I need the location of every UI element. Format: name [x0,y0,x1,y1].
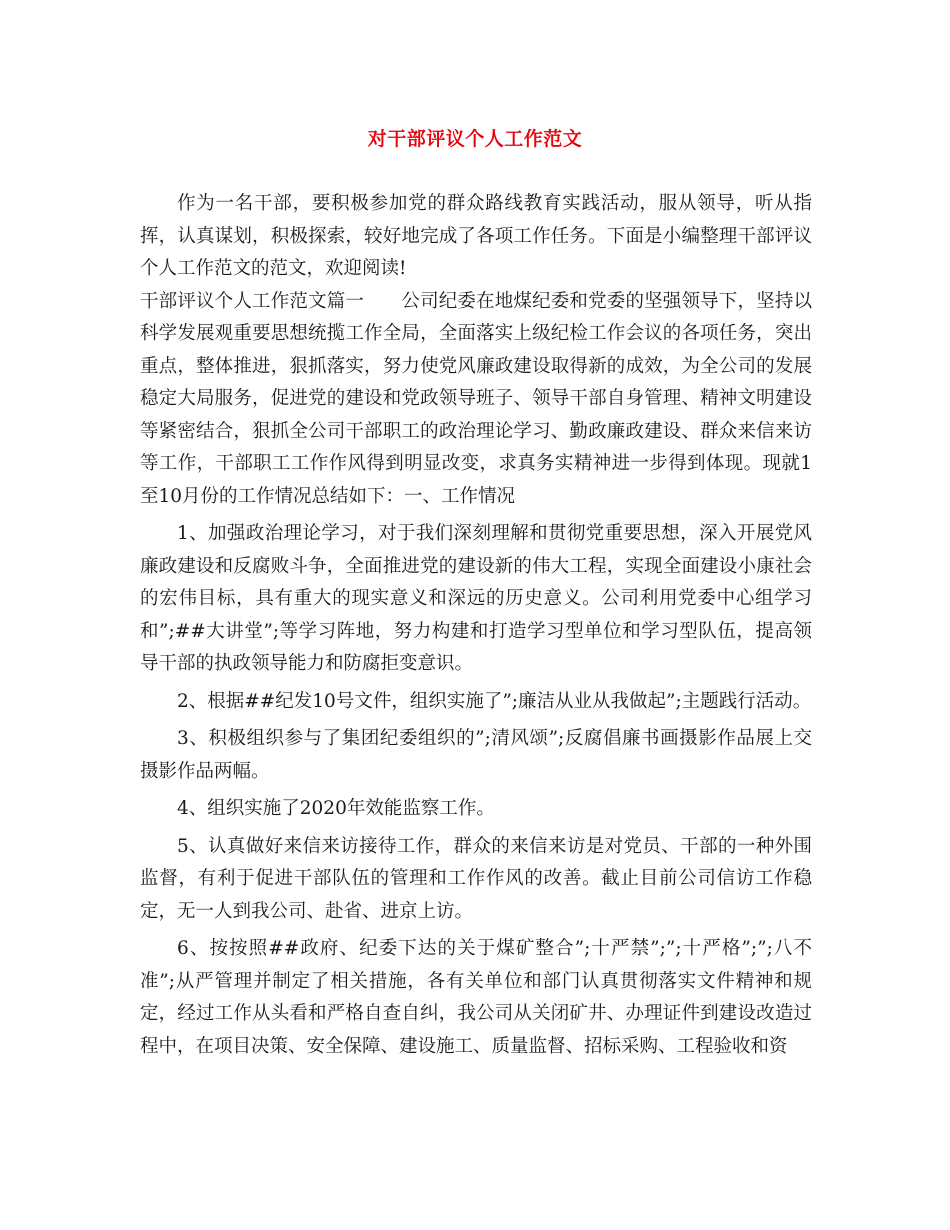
paragraph-item-3: 3、积极组织参与了集团纪委组织的”;清风颂”;反腐倡廉书画摄影作品展上交摄影作品两幅。 [140,728,812,782]
paragraph-section-one: 干部评议个人工作范文篇一 公司纪委在地煤纪委和党委的坚强领导下，坚持以科学发展观重要思想统揽工作全局，全面落实上级纪检工作会议的各项任务，突出重点，整体推进，狠抓落实，努力使党风廉政建设取得新的成效，为全公司的发展稳定大局服务，促进党的建设和党政领导班子、领导干部自身管理、精神文明建设等紧密结合，狠抓全公司干部职工的政治理论学习、勤政廉政建设、群众来信来访等工作，干部职工工作作风得到明显改变，求真务实精神进一步得到体现。现就1至10月份的工作情况总结如下：一、工作情况 [140,290,812,507]
paragraph-item-6: 6、按按照##政府、纪委下达的关于煤矿整合”;十严禁”;”;十严格”;”;八不准”;从严管理并制定了相关措施，各有关单位和部门认真贯彻落实文件精神和规定，经过工作从头看和严格自查自纠，我公司从关闭矿井、办理证件到建设改造过程中，在项目决策、安全保障、建设施工、质量监督、招标采购、工程验收和资 [140,938,812,1057]
paragraph-item-4: 4、组织实施了2020年效能监察工作。 [177,798,495,819]
paragraph-item-1: 1、加强政治理论学习，对于我们深刻理解和贯彻党重要思想，深入开展党风廉政建设和反腐败斗争，全面推进党的建设新的伟大工程，实现全面建设小康社会的宏伟目标，具有重大的现实意义和深远的历史意义。公司利用党委中心组学习和”;##大讲堂”;等学习阵地，努力构建和打造学习型单位和学习型队伍，提高领导干部的执政领导能力和防腐拒变意识。 [140,523,812,674]
document-body [140,188,812,1063]
paragraph-item-2: 2、根据##纪发10号文件，组织实施了”;廉洁从业从我做起”;主题践行活动。 [177,690,812,712]
paragraph-item-5: 5、认真做好来信来访接待工作，群众的来信来访是对党员、干部的一种外围监督，有利于促进干部队伍的管理和工作作风的改善。截止目前公司信访工作稳定，无一人到我公司、赴省、进京上访。 [140,835,812,922]
paragraph-intro: 作为一名干部，要积极参加党的群众路线教育实践活动，服从领导，听从指挥，认真谋划，积极探索，较好地完成了各项工作任务。下面是小编整理干部评议个人工作范文的范文，欢迎阅读! [140,193,812,279]
document-title: 对干部评议个人工作范文 [367,128,583,150]
